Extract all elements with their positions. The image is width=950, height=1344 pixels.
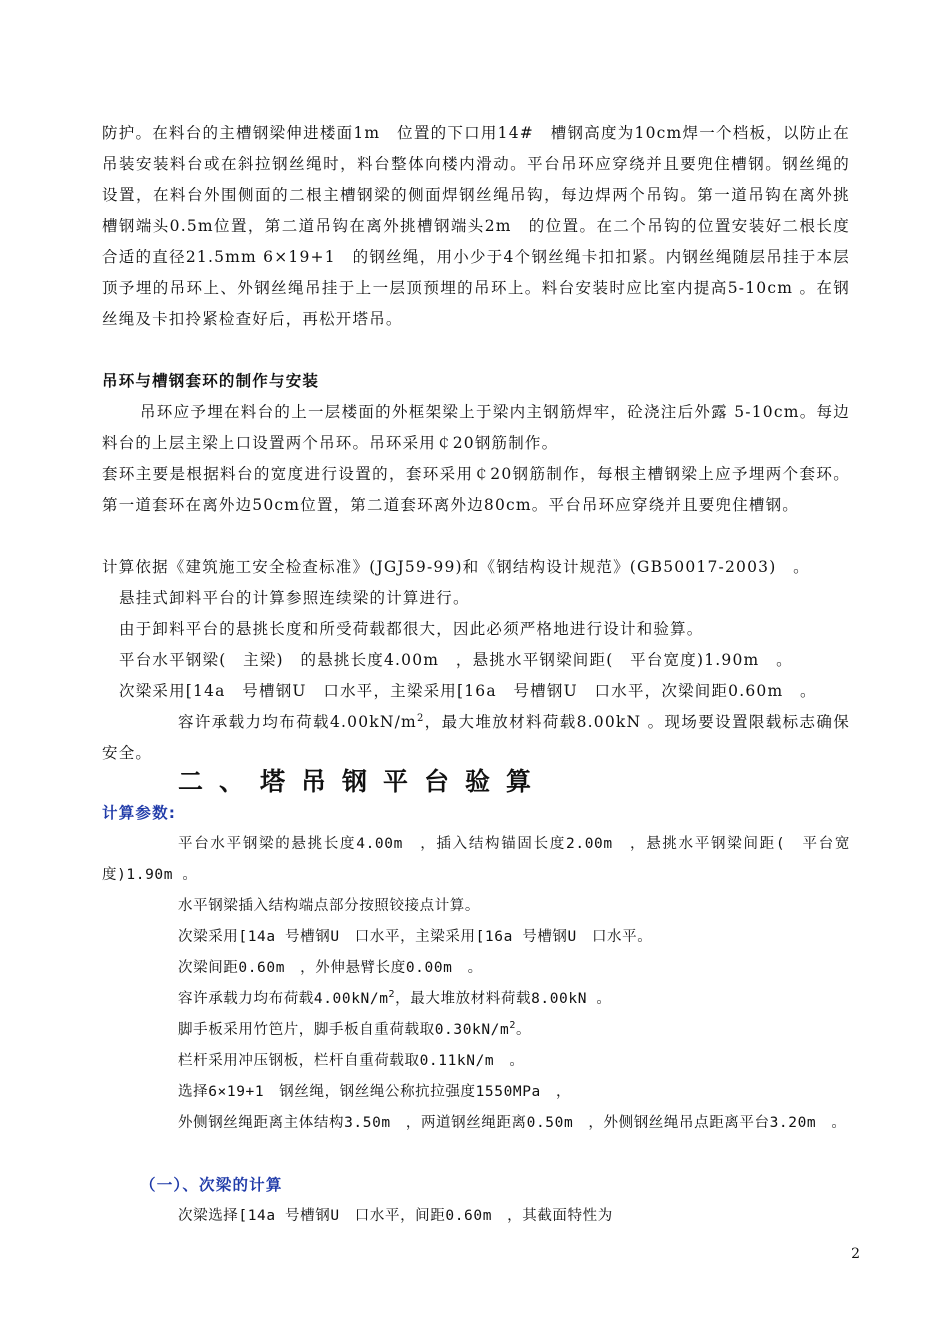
param-main-beam: 平台水平钢梁的悬挑长度4.00m ，插入结构锚固长度2.00m ，悬挑水平钢梁间距( 平台宽度)1.90m 。	[102, 836, 850, 883]
paragraph-calculation-basis: 计算依据《建筑施工安全检查标准》(JGJ59-99)和《钢结构设计规范》(GB50017-2003) 。	[102, 558, 810, 576]
param-wire-rope: 选择6×19+1 钢丝绳，钢丝绳公称抗拉强度1550MPa ，	[178, 1084, 572, 1100]
page-number: 2	[851, 1246, 860, 1262]
param-secondary-beam-section: 次梁选择[14a 号槽钢U 口水平，间距0.60m ，其截面特性为	[178, 1208, 613, 1224]
paragraph-secondary-beam: 次梁采用[14a 号槽钢U 口水平，主梁采用[16a 号槽钢U 口水平，次梁间距0.60m 。	[119, 682, 817, 700]
heading-ring-installation: 吊环与槽钢套环的制作与安装	[102, 372, 320, 390]
paragraph-load-capacity: 容许承载力均布荷载$4.00kN/m^2$，最大堆放材料荷载8.00kN 。现场要设置限载标志确保安全。	[102, 712, 850, 762]
param-scaffold-board: 脚手板采用竹笆片，脚手板自重荷载取$0.30kN/m^2$。	[178, 1020, 532, 1038]
param-spacing: 次梁间距0.60m ，外伸悬臂长度0.00m 。	[178, 960, 483, 976]
param-load: 容许承载力均布荷载$4.00kN/m^2$，最大堆放材料荷载8.00kN 。	[178, 989, 612, 1007]
paragraph-calculation-method: 悬挂式卸料平台的计算参照连续梁的计算进行。	[119, 589, 470, 607]
param-rope-distance: 外侧钢丝绳距离主体结构3.50m ，两道钢丝绳距离0.50m ，外侧钢丝绳吊点距离平台3.20m 。	[178, 1115, 847, 1131]
section-title: 二、塔吊钢平台验算	[178, 767, 548, 796]
param-hinge: 水平钢梁插入结构端点部分按照铰接点计算。	[178, 898, 480, 914]
paragraph-design-requirement: 由于卸料平台的悬挑长度和所受荷载都很大，因此必须严格地进行设计和验算。	[119, 620, 704, 638]
heading-parameters: 计算参数:	[102, 804, 177, 822]
paragraph-platform-protection: 防护。在料台的主槽钢梁伸进楼面1m 位置的下口用14# 槽钢高度为10cm焊一个档板，以防止在吊装安装料台或在斜拉钢丝绳时，料台整体向楼内滑动。平台吊环应穿绕并且要兜住槽钢。钢丝绳的设置，在料台外围侧面的二根主槽钢梁的侧面焊钢丝绳吊钩，每边焊两个吊钩。第一道吊钩在离外挑槽钢端头0.5m位置，第二道吊钩在离外挑槽钢端头2m 的位置。在二个吊钩的位置安装好二根长度合适的直径21.5mm 6×19+1 的钢丝绳，用小少于4个钢丝绳卡扣扣紧。内钢丝绳随层吊挂于本层顶予埋的吊环上、外钢丝绳吊挂于上一层顶预埋的吊环上。料台安装时应比室内提高5-10cm 。在钢丝绳及卡扣拎紧检查好后，再松开塔吊。	[102, 124, 850, 328]
paragraph-sleeve-rings: 套环主要是根据料台的宽度进行设置的，套环采用￠20钢筋制作，每根主槽钢梁上应予埋两个套环。第一道套环在离外边50cm位置，第二道套环离外边80cm。平台吊环应穿绕并且要兜住槽钢。	[102, 465, 850, 514]
param-railing: 栏杆采用冲压钢板，栏杆自重荷载取0.11kN/m 。	[178, 1053, 525, 1069]
heading-secondary-beam-calc: （一）、次梁的计算	[140, 1176, 283, 1194]
param-beams: 次梁采用[14a 号槽钢U 口水平，主梁采用[16a 号槽钢U 口水平。	[178, 929, 653, 945]
paragraph-lifting-rings: 吊环应予埋在料台的上一层楼面的外框架梁上于梁内主钢筋焊牢，砼浇注后外露 5-10cm。每边料台的上层主梁上口设置两个吊环。吊环采用￠20钢筋制作。	[102, 403, 850, 452]
paragraph-main-beam: 平台水平钢梁( 主梁) 的悬挑长度4.00m ，悬挑水平钢梁间距( 平台宽度)1.90m 。	[119, 651, 793, 669]
